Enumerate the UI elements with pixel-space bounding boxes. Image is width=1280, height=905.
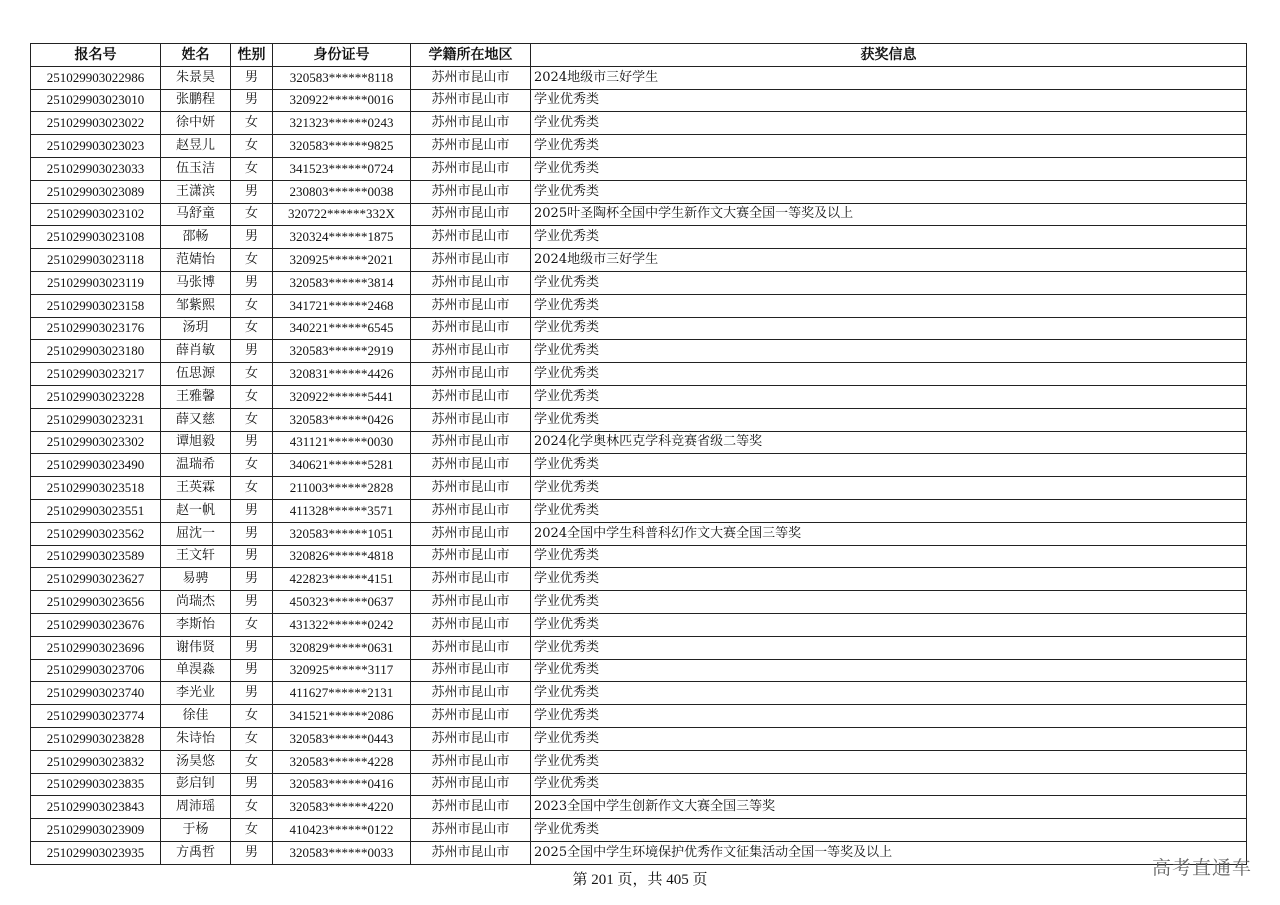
cell-gender: 女: [231, 454, 273, 477]
table-row: [31, 89, 1247, 112]
cell-gender: 男: [231, 682, 273, 705]
cell-name: 马张博: [161, 271, 231, 294]
cell-region: 苏州市昆山市: [411, 477, 531, 500]
cell-award-info: 学业优秀类: [531, 157, 1247, 180]
cell-award-info: 学业优秀类: [531, 363, 1247, 386]
cell-gender: 女: [231, 203, 273, 226]
cell-award-info: 学业优秀类: [531, 135, 1247, 158]
cell-id-number: 320583******2919: [273, 340, 411, 363]
cell-region: 苏州市昆山市: [411, 408, 531, 431]
cell-region: 苏州市昆山市: [411, 317, 531, 340]
table-row: [31, 522, 1247, 545]
cell-id-number: 320583******1051: [273, 522, 411, 545]
cell-id-number: 320583******0416: [273, 773, 411, 796]
cell-registration-no: 251029903023909: [31, 819, 161, 842]
cell-name: 伍思源: [161, 363, 231, 386]
cell-registration-no: 251029903023118: [31, 249, 161, 272]
cell-region: 苏州市昆山市: [411, 568, 531, 591]
cell-gender: 女: [231, 135, 273, 158]
cell-region: 苏州市昆山市: [411, 431, 531, 454]
table-row: [31, 363, 1247, 386]
cell-gender: 女: [231, 477, 273, 500]
cell-registration-no: 251029903023033: [31, 157, 161, 180]
cell-id-number: 320583******8118: [273, 66, 411, 89]
cell-name: 王文轩: [161, 545, 231, 568]
cell-region: 苏州市昆山市: [411, 66, 531, 89]
cell-registration-no: 251029903023010: [31, 89, 161, 112]
cell-region: 苏州市昆山市: [411, 499, 531, 522]
cell-region: 苏州市昆山市: [411, 796, 531, 819]
cell-name: 范婧怡: [161, 249, 231, 272]
cell-award-info: 学业优秀类: [531, 271, 1247, 294]
cell-gender: 女: [231, 613, 273, 636]
cell-name: 易骋: [161, 568, 231, 591]
cell-name: 赵一帆: [161, 499, 231, 522]
cell-award-info: 学业优秀类: [531, 613, 1247, 636]
cell-name: 张鹏程: [161, 89, 231, 112]
cell-registration-no: 251029903023828: [31, 727, 161, 750]
cell-region: 苏州市昆山市: [411, 522, 531, 545]
cell-registration-no: 251029903023180: [31, 340, 161, 363]
cell-name: 汤昊悠: [161, 750, 231, 773]
cell-award-info: 学业优秀类: [531, 226, 1247, 249]
cell-award-info: 学业优秀类: [531, 750, 1247, 773]
cell-region: 苏州市昆山市: [411, 545, 531, 568]
cell-name: 谢伟贤: [161, 636, 231, 659]
cell-id-number: 320583******0426: [273, 408, 411, 431]
cell-award-info: 学业优秀类: [531, 477, 1247, 500]
cell-gender: 女: [231, 727, 273, 750]
table-row: [31, 705, 1247, 728]
table-row: [31, 796, 1247, 819]
table-row: [31, 385, 1247, 408]
table-row: [31, 317, 1247, 340]
cell-gender: 男: [231, 431, 273, 454]
cell-registration-no: 251029903023158: [31, 294, 161, 317]
cell-name: 李斯怡: [161, 613, 231, 636]
table-row: [31, 112, 1247, 135]
watermark-logo-text: 高考直通车: [1151, 857, 1252, 879]
table-row: [31, 499, 1247, 522]
cell-id-number: 320831******4426: [273, 363, 411, 386]
cell-award-info: 2024地级市三好学生: [531, 249, 1247, 272]
cell-award-info: 学业优秀类: [531, 545, 1247, 568]
table-header-row: [31, 44, 1247, 67]
cell-registration-no: 251029903023217: [31, 363, 161, 386]
table-row: [31, 727, 1247, 750]
cell-registration-no: 251029903023302: [31, 431, 161, 454]
table-row: [31, 454, 1247, 477]
cell-gender: 男: [231, 89, 273, 112]
cell-id-number: 320324******1875: [273, 226, 411, 249]
cell-gender: 女: [231, 317, 273, 340]
cell-registration-no: 251029903023023: [31, 135, 161, 158]
results-table: [30, 43, 1247, 865]
cell-award-info: 学业优秀类: [531, 568, 1247, 591]
cell-registration-no: 251029903023696: [31, 636, 161, 659]
cell-registration-no: 251029903023089: [31, 180, 161, 203]
cell-region: 苏州市昆山市: [411, 705, 531, 728]
cell-region: 苏州市昆山市: [411, 135, 531, 158]
cell-region: 苏州市昆山市: [411, 636, 531, 659]
cell-registration-no: 251029903023490: [31, 454, 161, 477]
table-row: [31, 249, 1247, 272]
cell-name: 王潇滨: [161, 180, 231, 203]
cell-gender: 男: [231, 773, 273, 796]
cell-name: 尚瑞杰: [161, 591, 231, 614]
cell-id-number: 320922******5441: [273, 385, 411, 408]
cell-award-info: 2025全国中学生环境保护优秀作文征集活动全国一等奖及以上: [531, 841, 1247, 864]
cell-id-number: 320922******0016: [273, 89, 411, 112]
cell-gender: 女: [231, 408, 273, 431]
header-award-info: 获奖信息: [531, 44, 1247, 67]
table-row: [31, 271, 1247, 294]
cell-award-info: 学业优秀类: [531, 317, 1247, 340]
table-row: [31, 408, 1247, 431]
cell-region: 苏州市昆山市: [411, 750, 531, 773]
cell-gender: 男: [231, 636, 273, 659]
table-row: [31, 203, 1247, 226]
cell-id-number: 431322******0242: [273, 613, 411, 636]
table-row: [31, 66, 1247, 89]
cell-region: 苏州市昆山市: [411, 819, 531, 842]
cell-registration-no: 251029903023740: [31, 682, 161, 705]
table-row: [31, 591, 1247, 614]
cell-registration-no: 251029903023231: [31, 408, 161, 431]
cell-gender: 男: [231, 340, 273, 363]
cell-registration-no: 251029903023176: [31, 317, 161, 340]
header-name: 姓名: [161, 44, 231, 67]
cell-name: 王英霖: [161, 477, 231, 500]
cell-name: 徐佳: [161, 705, 231, 728]
cell-region: 苏州市昆山市: [411, 454, 531, 477]
cell-region: 苏州市昆山市: [411, 363, 531, 386]
table-row: [31, 659, 1247, 682]
cell-award-info: 学业优秀类: [531, 180, 1247, 203]
cell-id-number: 422823******4151: [273, 568, 411, 591]
cell-id-number: 320925******2021: [273, 249, 411, 272]
cell-region: 苏州市昆山市: [411, 591, 531, 614]
cell-gender: 男: [231, 226, 273, 249]
cell-gender: 女: [231, 363, 273, 386]
cell-award-info: 学业优秀类: [531, 294, 1247, 317]
cell-award-info: 学业优秀类: [531, 727, 1247, 750]
cell-registration-no: 251029903023935: [31, 841, 161, 864]
cell-award-info: 学业优秀类: [531, 591, 1247, 614]
table-row: [31, 157, 1247, 180]
table-row: [31, 431, 1247, 454]
cell-award-info: 学业优秀类: [531, 682, 1247, 705]
cell-registration-no: 251029903023832: [31, 750, 161, 773]
cell-region: 苏州市昆山市: [411, 659, 531, 682]
table-row: [31, 750, 1247, 773]
table-row: [31, 841, 1247, 864]
header-region: 学籍所在地区: [411, 44, 531, 67]
cell-region: 苏州市昆山市: [411, 249, 531, 272]
cell-award-info: 学业优秀类: [531, 499, 1247, 522]
cell-name: 于杨: [161, 819, 231, 842]
table-row: [31, 636, 1247, 659]
cell-award-info: 2024全国中学生科普科幻作文大赛全国三等奖: [531, 522, 1247, 545]
table-row: [31, 773, 1247, 796]
cell-id-number: 320583******4228: [273, 750, 411, 773]
cell-gender: 男: [231, 271, 273, 294]
cell-region: 苏州市昆山市: [411, 841, 531, 864]
cell-name: 朱景昊: [161, 66, 231, 89]
cell-id-number: 320583******0033: [273, 841, 411, 864]
cell-id-number: 340621******5281: [273, 454, 411, 477]
cell-registration-no: 251029903023627: [31, 568, 161, 591]
cell-region: 苏州市昆山市: [411, 385, 531, 408]
table-row: [31, 294, 1247, 317]
cell-gender: 女: [231, 157, 273, 180]
cell-award-info: 学业优秀类: [531, 705, 1247, 728]
cell-registration-no: 251029903023562: [31, 522, 161, 545]
cell-registration-no: 251029903023119: [31, 271, 161, 294]
cell-name: 单淏淼: [161, 659, 231, 682]
cell-gender: 男: [231, 591, 273, 614]
table-row: [31, 226, 1247, 249]
cell-id-number: 431121******0030: [273, 431, 411, 454]
cell-name: 王雅馨: [161, 385, 231, 408]
cell-award-info: 学业优秀类: [531, 112, 1247, 135]
cell-registration-no: 251029903023228: [31, 385, 161, 408]
cell-gender: 女: [231, 112, 273, 135]
cell-region: 苏州市昆山市: [411, 271, 531, 294]
table-row: [31, 477, 1247, 500]
header-registration-no: 报名号: [31, 44, 161, 67]
table-row: [31, 682, 1247, 705]
header-id-number: 身份证号: [273, 44, 411, 67]
cell-name: 马舒童: [161, 203, 231, 226]
cell-region: 苏州市昆山市: [411, 727, 531, 750]
cell-region: 苏州市昆山市: [411, 203, 531, 226]
cell-id-number: 410423******0122: [273, 819, 411, 842]
cell-name: 屈沈一: [161, 522, 231, 545]
cell-id-number: 320583******4220: [273, 796, 411, 819]
cell-registration-no: 251029903023835: [31, 773, 161, 796]
cell-registration-no: 251029903023589: [31, 545, 161, 568]
header-gender: 性别: [231, 44, 273, 67]
cell-award-info: 学业优秀类: [531, 408, 1247, 431]
cell-registration-no: 251029903023022: [31, 112, 161, 135]
cell-id-number: 320925******3117: [273, 659, 411, 682]
cell-name: 赵昱儿: [161, 135, 231, 158]
table-row: [31, 613, 1247, 636]
cell-region: 苏州市昆山市: [411, 112, 531, 135]
cell-name: 李光业: [161, 682, 231, 705]
table-row: [31, 135, 1247, 158]
cell-award-info: 2025叶圣陶杯全国中学生新作文大赛全国一等奖及以上: [531, 203, 1247, 226]
cell-gender: 男: [231, 659, 273, 682]
cell-region: 苏州市昆山市: [411, 340, 531, 363]
cell-registration-no: 251029903023676: [31, 613, 161, 636]
cell-name: 朱诗怡: [161, 727, 231, 750]
table-row: [31, 180, 1247, 203]
cell-award-info: 2024地级市三好学生: [531, 66, 1247, 89]
cell-name: 薛肖敏: [161, 340, 231, 363]
cell-gender: 女: [231, 294, 273, 317]
cell-award-info: 学业优秀类: [531, 773, 1247, 796]
cell-gender: 女: [231, 249, 273, 272]
cell-name: 邹紫熙: [161, 294, 231, 317]
table-row: [31, 568, 1247, 591]
cell-id-number: 230803******0038: [273, 180, 411, 203]
cell-gender: 男: [231, 180, 273, 203]
cell-award-info: 学业优秀类: [531, 819, 1247, 842]
cell-name: 方禹哲: [161, 841, 231, 864]
cell-award-info: 学业优秀类: [531, 454, 1247, 477]
cell-region: 苏州市昆山市: [411, 682, 531, 705]
cell-name: 周沛瑶: [161, 796, 231, 819]
cell-registration-no: 251029903023656: [31, 591, 161, 614]
cell-award-info: 学业优秀类: [531, 659, 1247, 682]
cell-id-number: 450323******0637: [273, 591, 411, 614]
cell-award-info: 学业优秀类: [531, 340, 1247, 363]
page-number: 第 201 页，共 405 页: [572, 872, 708, 888]
table-row: [31, 545, 1247, 568]
cell-gender: 女: [231, 705, 273, 728]
table-body: [31, 66, 1247, 864]
cell-gender: 男: [231, 545, 273, 568]
cell-name: 薛又慈: [161, 408, 231, 431]
cell-id-number: 320583******3814: [273, 271, 411, 294]
cell-id-number: 320826******4818: [273, 545, 411, 568]
cell-id-number: 320583******9825: [273, 135, 411, 158]
cell-name: 彭启钊: [161, 773, 231, 796]
cell-name: 谭旭毅: [161, 431, 231, 454]
cell-award-info: 学业优秀类: [531, 89, 1247, 112]
cell-gender: 男: [231, 568, 273, 591]
cell-award-info: 2023全国中学生创新作文大赛全国三等奖: [531, 796, 1247, 819]
cell-region: 苏州市昆山市: [411, 89, 531, 112]
cell-name: 徐中妍: [161, 112, 231, 135]
cell-award-info: 学业优秀类: [531, 385, 1247, 408]
cell-region: 苏州市昆山市: [411, 157, 531, 180]
cell-id-number: 341721******2468: [273, 294, 411, 317]
table-row: [31, 819, 1247, 842]
cell-region: 苏州市昆山市: [411, 294, 531, 317]
cell-id-number: 341523******0724: [273, 157, 411, 180]
cell-registration-no: 251029903023102: [31, 203, 161, 226]
cell-gender: 男: [231, 66, 273, 89]
cell-registration-no: 251029903022986: [31, 66, 161, 89]
cell-gender: 男: [231, 522, 273, 545]
cell-id-number: 211003******2828: [273, 477, 411, 500]
cell-registration-no: 251029903023843: [31, 796, 161, 819]
cell-award-info: 2024化学奥林匹克学科竞赛省级二等奖: [531, 431, 1247, 454]
cell-id-number: 320829******0631: [273, 636, 411, 659]
cell-name: 伍玉洁: [161, 157, 231, 180]
cell-gender: 女: [231, 819, 273, 842]
cell-gender: 男: [231, 499, 273, 522]
cell-id-number: 411627******2131: [273, 682, 411, 705]
cell-id-number: 340221******6545: [273, 317, 411, 340]
cell-id-number: 320722******332X: [273, 203, 411, 226]
cell-region: 苏州市昆山市: [411, 613, 531, 636]
cell-name: 汤玥: [161, 317, 231, 340]
cell-id-number: 321323******0243: [273, 112, 411, 135]
cell-gender: 女: [231, 750, 273, 773]
cell-registration-no: 251029903023518: [31, 477, 161, 500]
cell-gender: 女: [231, 385, 273, 408]
cell-name: 温瑞希: [161, 454, 231, 477]
cell-award-info: 学业优秀类: [531, 636, 1247, 659]
cell-region: 苏州市昆山市: [411, 180, 531, 203]
cell-name: 邵畅: [161, 226, 231, 249]
cell-registration-no: 251029903023108: [31, 226, 161, 249]
cell-gender: 女: [231, 796, 273, 819]
table-row: [31, 340, 1247, 363]
cell-registration-no: 251029903023551: [31, 499, 161, 522]
cell-region: 苏州市昆山市: [411, 773, 531, 796]
cell-id-number: 320583******0443: [273, 727, 411, 750]
cell-registration-no: 251029903023706: [31, 659, 161, 682]
cell-gender: 男: [231, 841, 273, 864]
cell-id-number: 411328******3571: [273, 499, 411, 522]
cell-region: 苏州市昆山市: [411, 226, 531, 249]
cell-registration-no: 251029903023774: [31, 705, 161, 728]
cell-id-number: 341521******2086: [273, 705, 411, 728]
